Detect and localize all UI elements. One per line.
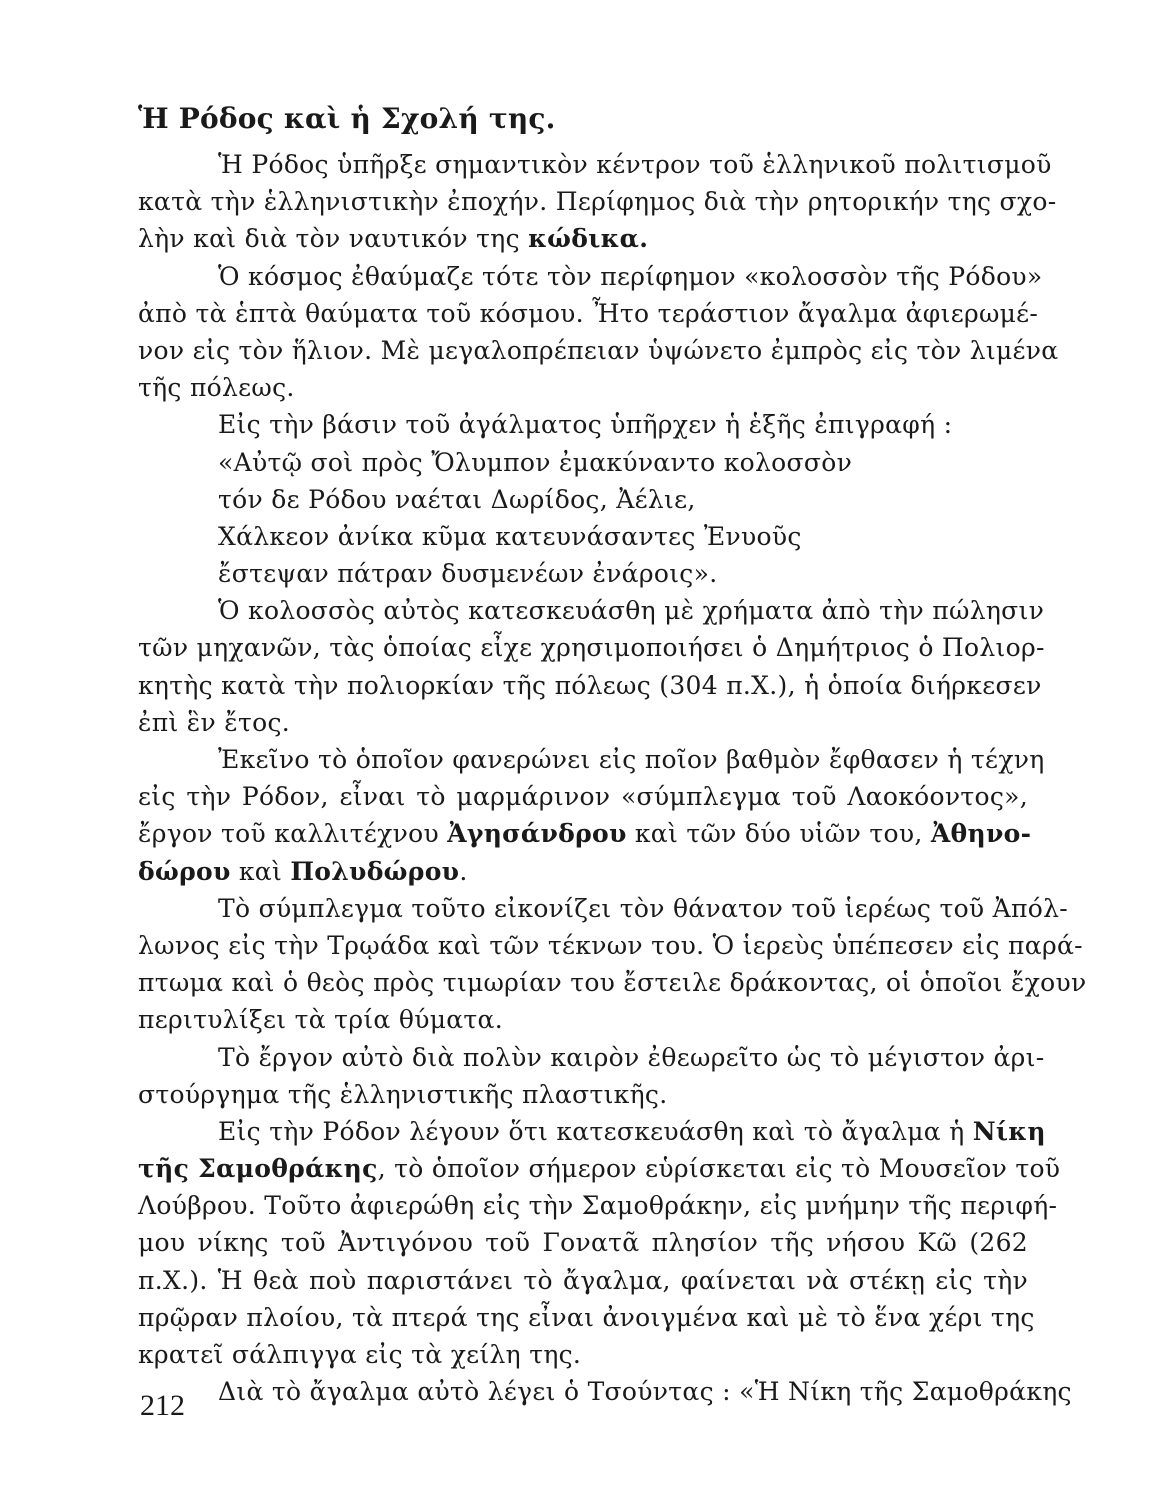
text-run: Εἰς τὴν Ρόδον λέγουν ὅτι κατεσκευάσθη καὶ τὸ ἄγαλμα ἡ [218, 1116, 973, 1146]
text-run: καὶ τῶν δύο υἱῶν του, [626, 819, 931, 849]
bold-name: Νίκη [972, 1116, 1046, 1146]
text-line: Διὰ τὸ ἄγαλμα αὐτὸ λέγει ὁ Τσούντας : «Ἡ Νίκη τῆς Σαμοθράκης [218, 1377, 1072, 1407]
text-line: στούργημα τῆς ἑλληνιστικῆς πλαστικῆς. [138, 1079, 668, 1109]
inscription-line: «Αὐτῷ σοὶ πρὸς Ὄλυμπον ἐμακύναντο κολοσσὸν [218, 447, 853, 477]
text-line: Εἰς τὴν βάσιν τοῦ ἀγάλματος ὑπῆρχεν ἡ ἑξῆς ἐπιγραφή : [218, 410, 953, 440]
bold-name: Ἀγησάνδρου [447, 819, 627, 849]
inscription-line: Χάλκεον ἀνίκα κῦμα κατευνάσαντες Ἐνυοῦς [218, 521, 802, 551]
bold-name: τῆς Σαμοθράκης [138, 1154, 378, 1184]
page-number: 212 [140, 1389, 185, 1422]
text-line: π.Χ.). Ἡ θεὰ ποὺ παριστάνει τὸ ἄγαλμα, φαίνεται νὰ στέκῃ εἰς τὴν [138, 1265, 1028, 1295]
text-line: λωνος εἰς τὴν Τρῳάδα καὶ τῶν τέκνων του. Ὁ ἱερεὺς ὑπέπεσεν εἰς παρά- [138, 930, 1083, 960]
text-line: τῆς πόλεως. [138, 373, 295, 403]
text-line: Λούβρου. Τοῦτο ἀφιερώθη εἰς τὴν Σαμοθράκην, εἰς μνήμην τῆς περιφή- [138, 1191, 1058, 1221]
text-line [138, 220, 1028, 257]
text-line: Ἐκεῖνο τὸ ὁποῖον φανερώνει εἰς ποῖον βαθμὸν ἔφθασεν ἡ τέχνη [218, 745, 1045, 774]
text-line [138, 815, 1032, 852]
bold-term: κώδικα. [528, 224, 649, 254]
text-line: κατὰ τὴν ἑλληνιστικὴν ἐποχήν. Περίφημος διὰ τὴν ρητορικήν της σχο- [138, 187, 1057, 217]
text-line: περιτυλίξει τὰ τρία θύματα. [138, 1005, 503, 1035]
text-line: Τὸ ἔργον αὐτὸ διὰ πολὺν καιρὸν ἐθεωρεῖτο ὡς τὸ μέγιστον ἀρι- [218, 1042, 1045, 1072]
text-line: Τὸ σύμπλεγμα τοῦτο εἰκονίζει τὸν θάνατον τοῦ ἱερέως τοῦ Ἀπόλ- [218, 893, 1069, 923]
text-run: λὴν καὶ διὰ τὸν ναυτικόν της [138, 224, 529, 254]
inscription-line: τόν δε Ρόδου ναέται Δωρίδος, Ἀέλιε, [218, 484, 696, 514]
text-line [138, 1150, 1061, 1187]
bold-name: Ἀθηνο- [930, 819, 1032, 849]
text-line: Ἡ Ρόδος ὑπῆρξε σημαντικὸν κέντρον τοῦ ἑλληνικοῦ πολιτισμοῦ [218, 150, 1052, 179]
text-line: ἀπὸ τὰ ἑπτὰ θαύματα τοῦ κόσμου. Ἦτο τεράστιον ἄγαλμα ἀφιερωμέ- [138, 298, 1039, 328]
text-line [138, 1113, 1046, 1150]
text-line: μου νίκης τοῦ Ἀντιγόνου τοῦ Γονατᾶ πλησίον τῆς νήσου Κῶ (262 [138, 1228, 1028, 1258]
inscription-line: ἔστεψαν πάτραν δυσμενέων ἐνάροις». [218, 559, 718, 589]
section-heading: Ἡ Ρόδος καὶ ἡ Σχολή της. [138, 102, 556, 135]
text-line: Ὁ κόσμος ἐθαύμαζε τότε τὸν περίφημον «κολοσσὸν τῆς Ρόδου» [218, 261, 1043, 291]
text-line: πρῷραν πλοίου, τὰ πτερά της εἶναι ἀνοιγμένα καὶ μὲ τὸ ἕνα χέρι της [138, 1302, 1035, 1332]
text-line: Ὁ κολοσσὸς αὐτὸς κατεσκευάσθη μὲ χρήματα ἀπὸ τὴν πώλησιν [218, 596, 1045, 626]
text-line [138, 853, 1028, 890]
text-line: νον εἰς τὸν ἥλιον. Μὲ μεγαλοπρέπειαν ὑψώνετο ἐμπρὸς εἰς τὸν λιμένα [138, 335, 1059, 365]
text-line: πτωμα καὶ ὁ θεὸς πρὸς τιμωρίαν του ἔστειλε δράκοντας, οἱ ὁποῖοι ἔχουν [138, 968, 1087, 998]
text-line: τῶν μηχανῶν, τὰς ὁποίας εἶχε χρησιμοποιήσει ὁ Δημήτριος ὁ Πολιορ- [138, 633, 1045, 663]
text-run: . [459, 856, 468, 886]
text-run: καὶ [230, 856, 291, 886]
text-line: κρατεῖ σάλπιγγα εἰς τὰ χείλη της. [138, 1340, 582, 1369]
text-run: , τὸ ὁποῖον σήμερον εὑρίσκεται εἰς τὸ Μουσεῖον τοῦ [377, 1154, 1061, 1184]
bold-name: δώρου [138, 856, 231, 886]
text-line: κητὴς κατὰ τὴν πολιορκίαν τῆς πόλεως (304 π.Χ.), ἡ ὁποία διήρκεσεν [138, 670, 1042, 700]
text-line: ἐπὶ ἓν ἔτος. [138, 707, 291, 737]
text-line: εἰς τὴν Ρόδον, εἶναι τὸ μαρμάρινον «σύμπλεγμα τοῦ Λαοκόοντος», [138, 782, 1028, 812]
bold-name: Πολυδώρου [290, 856, 460, 886]
text-run: ἔργον τοῦ καλλιτέχνου [138, 819, 448, 849]
body-text [138, 146, 1087, 1410]
